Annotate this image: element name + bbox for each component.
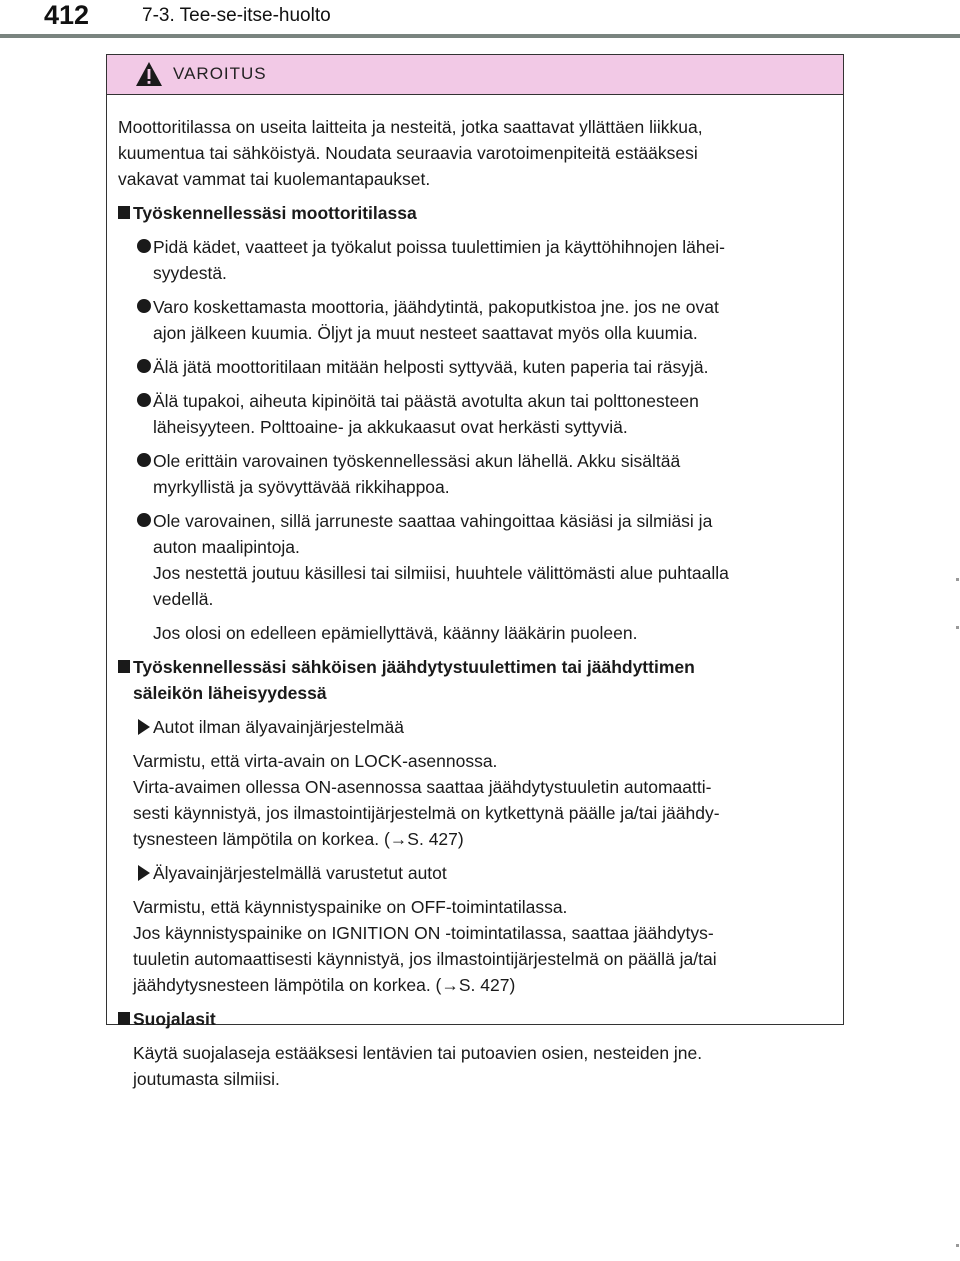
- text-line: auton maalipintoja.: [153, 537, 300, 557]
- text-line: syydestä.: [153, 263, 227, 283]
- text-line: tuuletin automaattisesti käynnistyä, jos ilmastointijärjestelmä on päällä ja/tai: [133, 949, 717, 969]
- section-heading-text: Suojalasit: [133, 1009, 216, 1029]
- bullet-continuation: Jos olosi on edelleen epämiellyttävä, käänny lääkärin puoleen.: [153, 623, 638, 643]
- edge-mark: [956, 578, 959, 581]
- header-rule: [0, 34, 960, 38]
- sub-paragraph: [118, 748, 832, 852]
- text-line: Virta-avaimen ollessa ON-asennossa saattaa jäähdytystuuletin automaatti-: [133, 777, 712, 797]
- square-bullet-icon: [118, 1012, 130, 1025]
- square-bullet-icon: [118, 206, 130, 219]
- text-line: tysnesteen lämpötila on korkea. (→S. 427): [133, 829, 464, 849]
- text-line: Moottoritilassa on useita laitteita ja nesteitä, jotka saattavat yllättäen liikkua,: [118, 117, 703, 137]
- text-line: Ole erittäin varovainen työskennellessäsi akun lähellä. Akku sisältää: [153, 451, 681, 471]
- text-line: jäähdytysnesteen lämpötila on korkea. (→S. 427): [133, 975, 516, 995]
- round-bullet-icon: [137, 453, 151, 467]
- text-line: Jos käynnistyspainike on IGNITION ON -toimintatilassa, saattaa jäähdytys-: [133, 923, 714, 943]
- section-heading-text: säleikön läheisyydessä: [133, 683, 327, 703]
- page-header: [0, 0, 960, 38]
- text-line: sesti käynnistyä, jos ilmastointijärjestelmä on kytkettynä päälle ja/tai jäähdy-: [133, 803, 720, 823]
- triangle-bullet-icon: [138, 719, 150, 735]
- sub-heading-text: Autot ilman älyavainjärjestelmää: [153, 717, 404, 737]
- square-bullet-icon: [118, 660, 130, 673]
- triangle-bullet-icon: [138, 865, 150, 881]
- bullet-item: [118, 294, 832, 346]
- section-title: 7-3. Tee-se-itse-huolto: [142, 5, 331, 26]
- text-line: kuumentua tai sähköistyä. Noudata seuraavia varotoimenpiteitä estääksesi: [118, 143, 698, 163]
- round-bullet-icon: [137, 239, 151, 253]
- section-heading-text: Työskennellessäsi sähköisen jäähdytystuulettimen tai jäähdyttimen: [133, 657, 695, 677]
- sub-heading: [118, 860, 832, 886]
- text-line: vakavat vammat tai kuolemantapaukset.: [118, 169, 431, 189]
- text-line: Ole varovainen, sillä jarruneste saattaa vahingoittaa käsiäsi ja silmiäsi ja: [153, 511, 713, 531]
- text-line: ajon jälkeen kuumia. Öljyt ja muut nesteet saattavat myös olla kuumia.: [153, 323, 698, 343]
- edge-mark: [956, 626, 959, 629]
- sub-paragraph: [118, 894, 832, 998]
- bullet-item: [118, 388, 832, 440]
- sub-heading: [118, 714, 832, 740]
- bullet-item: [118, 354, 832, 380]
- text-line: Älä jätä moottoritilaan mitään helposti syttyvää, kuten paperia tai räsyjä.: [153, 357, 709, 377]
- round-bullet-icon: [137, 359, 151, 373]
- text-line: vedellä.: [153, 589, 214, 609]
- warning-header: [107, 55, 843, 95]
- text-line: Jos nestettä joutuu käsillesi tai silmiisi, huuhtele välittömästi alue puhtaalla: [153, 563, 729, 583]
- section-heading-text: Työskennellessäsi moottoritilassa: [133, 203, 417, 223]
- round-bullet-icon: [137, 513, 151, 527]
- text-line: läheisyyteen. Polttoaine- ja akkukaasut ovat herkästi syttyviä.: [153, 417, 628, 437]
- sub-paragraph: [118, 1040, 832, 1092]
- warning-triangle-icon: [135, 61, 163, 87]
- round-bullet-icon: [137, 299, 151, 313]
- round-bullet-icon: [137, 393, 151, 407]
- text-line: myrkyllistä ja syövyttävää rikkihappoa.: [153, 477, 450, 497]
- bullet-item: [118, 508, 832, 612]
- intro-paragraph: [118, 114, 832, 192]
- text-line: Varmistu, että virta-avain on LOCK-asennossa.: [133, 751, 498, 771]
- warning-label: VAROITUS: [173, 64, 267, 83]
- edge-mark: [956, 1244, 959, 1247]
- warning-body: [107, 95, 843, 1092]
- bullet-item: [118, 234, 832, 286]
- section-heading: [118, 1006, 832, 1032]
- text-line: joutumasta silmiisi.: [133, 1069, 280, 1089]
- text-line: Varmistu, että käynnistyspainike on OFF-toimintatilassa.: [133, 897, 568, 917]
- page-number: 412: [44, 0, 90, 30]
- bullet-item: [118, 448, 832, 500]
- section-heading: [118, 654, 832, 706]
- section-heading: [118, 200, 832, 226]
- text-line: Älä tupakoi, aiheuta kipinöitä tai päästä avotulta akun tai polttonesteen: [153, 391, 699, 411]
- text-line: Varo koskettamasta moottoria, jäähdytintä, pakoputkistoa jne. jos ne ovat: [153, 297, 719, 317]
- text-line: Pidä kädet, vaatteet ja työkalut poissa tuulettimien ja käyttöhihnojen lähei-: [153, 237, 726, 257]
- sub-heading-text: Älyavainjärjestelmällä varustetut autot: [153, 863, 447, 883]
- text-line: Käytä suojalaseja estääksesi lentävien tai putoavien osien, nesteiden jne.: [133, 1043, 703, 1063]
- warning-box: [106, 54, 844, 1089]
